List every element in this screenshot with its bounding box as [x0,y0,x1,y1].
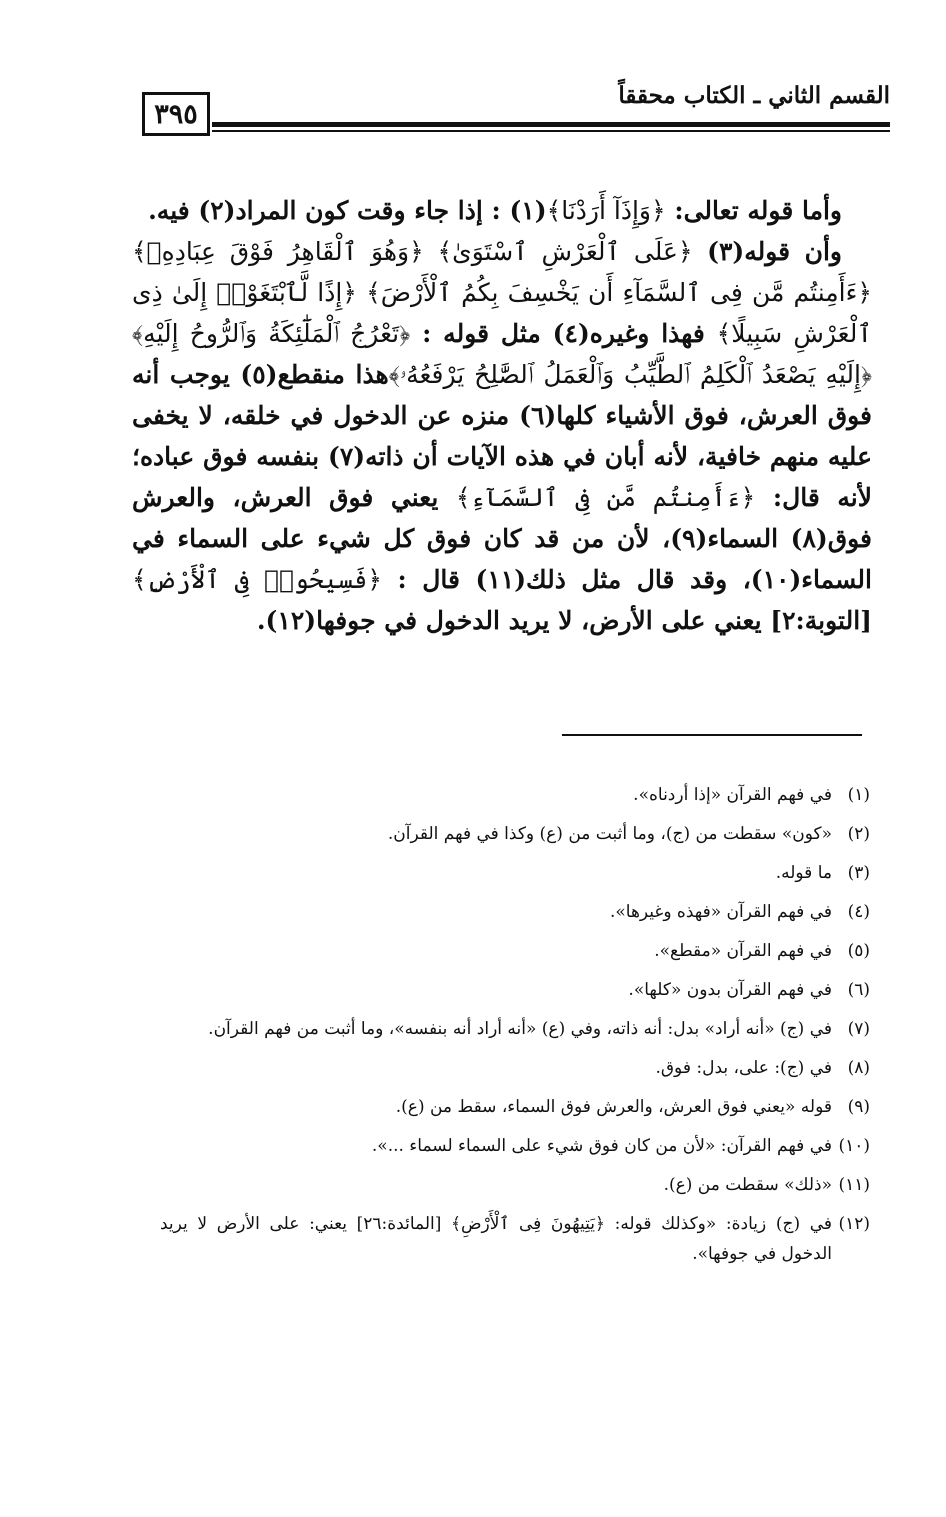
footnote-number: (٩) [847,1097,870,1117]
quran-verse: ﴿عَلَى ٱلْعَرْشِ ٱسْتَوَىٰ﴾ ﴿وَهُوَ ٱلْقَاهِرُ فَوْقَ عِبَادِهِۦ﴾ ﴿ءَأَمِنتُم مَّن فِى ٱلسَّمَآءِ أَن يَخْسِفَ بِكُمُ ٱلْأَرْضَ﴾ ﴿إِذًا لَّٱبْتَغَوْا۟ إِلَىٰ ذِى ٱلْعَرْشِ سَبِيلًا﴾ [132,237,873,348]
footnote [160,1053,870,1083]
footnote [160,1131,870,1161]
text-run: (٥) يوجب أنه فوق العرش، فوق الأشياء كلها [132,360,872,430]
footnote-text: قوله «يعني فوق العرش، والعرش فوق السماء، سقط من (ع). [395,1097,832,1117]
footnote-number: (٥) [847,941,870,961]
quran-verse: ﴿فَسِيحُوا۟ فِى ٱلْأَرْضِ﴾ [132,565,382,594]
text-run: (٢) فيه. [148,196,236,225]
text-run: (١٠)، وقد قال مثل ذلك [526,565,802,594]
main-text [132,190,872,641]
footnote [160,1014,870,1044]
paragraph-2 [132,231,872,641]
footnote-number: (٨) [847,1058,870,1078]
footnote-text: في (ج): على، بدل: فوق. [655,1058,832,1078]
text-run: هذا منقطع [277,360,389,389]
running-title: القسم الثاني ـ الكتاب محققاً [618,82,890,109]
footnote-text: في فهم القرآن «فهذه وغيرها». [609,902,832,922]
footnote-number: (٢) [847,824,870,844]
footnote [160,975,870,1005]
quran-verse: ﴿ءَأَمِنتُم مَّن فِى ٱلسَّمَآءِ﴾ [455,483,756,512]
text-run: وأن قوله [744,237,842,266]
text-run: فهذا وغيره [589,319,717,348]
footnote-number: (١١) [838,1175,870,1195]
text-run: يعني فوق العرش، والعرش فوق [132,483,872,553]
text-run: (٨) السماء [707,524,828,553]
footnote-text: في (ج) «أنه أراد» بدل: أنه ذاته، وفي (ع) «أنه أراد أنه بنفسه»، وما أثبت من فهم القرآن. [208,1019,832,1039]
text-run: (٧) بنفسه فوق عباده؛ لأنه قال: [132,442,872,512]
quran-verse: ﴿وَإِذَآ أَرَدْنَا﴾ [546,196,666,225]
text-run: (٦) منزه عن الدخول في خلقه، لا يخفى عليه منهم خافية، لأنه أبان في هذه الآيات أن ذاته [132,401,873,471]
text-run: (٤) مثل قوله : [410,319,590,348]
footnote-text: في فهم القرآن «مقطع». [654,941,832,961]
footnote-text: «كون» سقطت من (ج)، وما أثبت من (ع) وكذا في فهم القرآن. [387,824,832,844]
footnote [160,936,870,966]
footnotes [160,780,870,1278]
header-rule-thin [212,130,890,132]
footnote-number: (٦) [847,980,870,1000]
footnote-number: (١٠) [838,1136,870,1156]
footnote [160,1209,870,1269]
footnote [160,1092,870,1122]
text-run: (٣) [692,237,745,266]
footnote-separator [562,734,862,736]
footnote [160,1170,870,1200]
header-rule-thick [212,122,890,127]
footnote-text: «ذلك» سقطت من (ع). [663,1175,832,1195]
footnote-text: في فهم القرآن «إذا أردناه». [633,785,832,805]
footnote-text: في فهم القرآن بدون «كلها». [628,980,832,1000]
footnote [160,819,870,849]
footnote-number: (٤) [847,902,870,922]
footnote-number: (٣) [847,863,870,883]
paragraph-1 [132,190,872,231]
footnote [160,858,870,888]
footnote [160,780,870,810]
page-header [140,78,890,158]
footnote-text: في فهم القرآن: «لأن من كان فوق شيء على السماء لسماء ...». [371,1136,832,1156]
footnote-number: (١) [847,785,870,805]
footnote-number: (٧) [847,1019,870,1039]
footnote-text: في (ج) زيادة: «وكذلك قوله: ﴿يَتِيهُونَ فِى ٱلْأَرْضِ﴾ [المائدة:٢٦] يعني: على الأرض لا يريد الدخول في جوفها». [160,1214,832,1264]
footnote [160,897,870,927]
text-run: (١٢). [256,606,317,635]
quran-verse: ﴿تَعْرُجُ ٱلْمَلَٰٓئِكَةُ وَٱلرُّوحُ إِلَيْهِ﴾ ﴿إِلَيْهِ يَصْعَدُ ٱلْكَلِمُ ٱلطَّيِّبُ وَٱلْعَمَلُ ٱلصَّٰلِحُ يَرْفَعُهُۥ﴾ [132,319,872,389]
text-run: وأما قوله تعالى: [665,196,842,225]
footnote-text: ما قوله. [775,863,832,883]
text-run: [التوبة:٢] يعني على الأرض، لا يريد الدخول في جوفها [316,606,872,635]
footnote-number: (١٢) [838,1214,870,1234]
page-number: ٣٩٥ [142,92,210,136]
text-run: (١١) قال : [381,565,527,594]
text-run: (١) : إذا جاء وقت كون المراد [235,196,547,225]
text-run: (٩)، لأن من قد كان فوق كل شيء على السماء في السماء [132,524,872,594]
